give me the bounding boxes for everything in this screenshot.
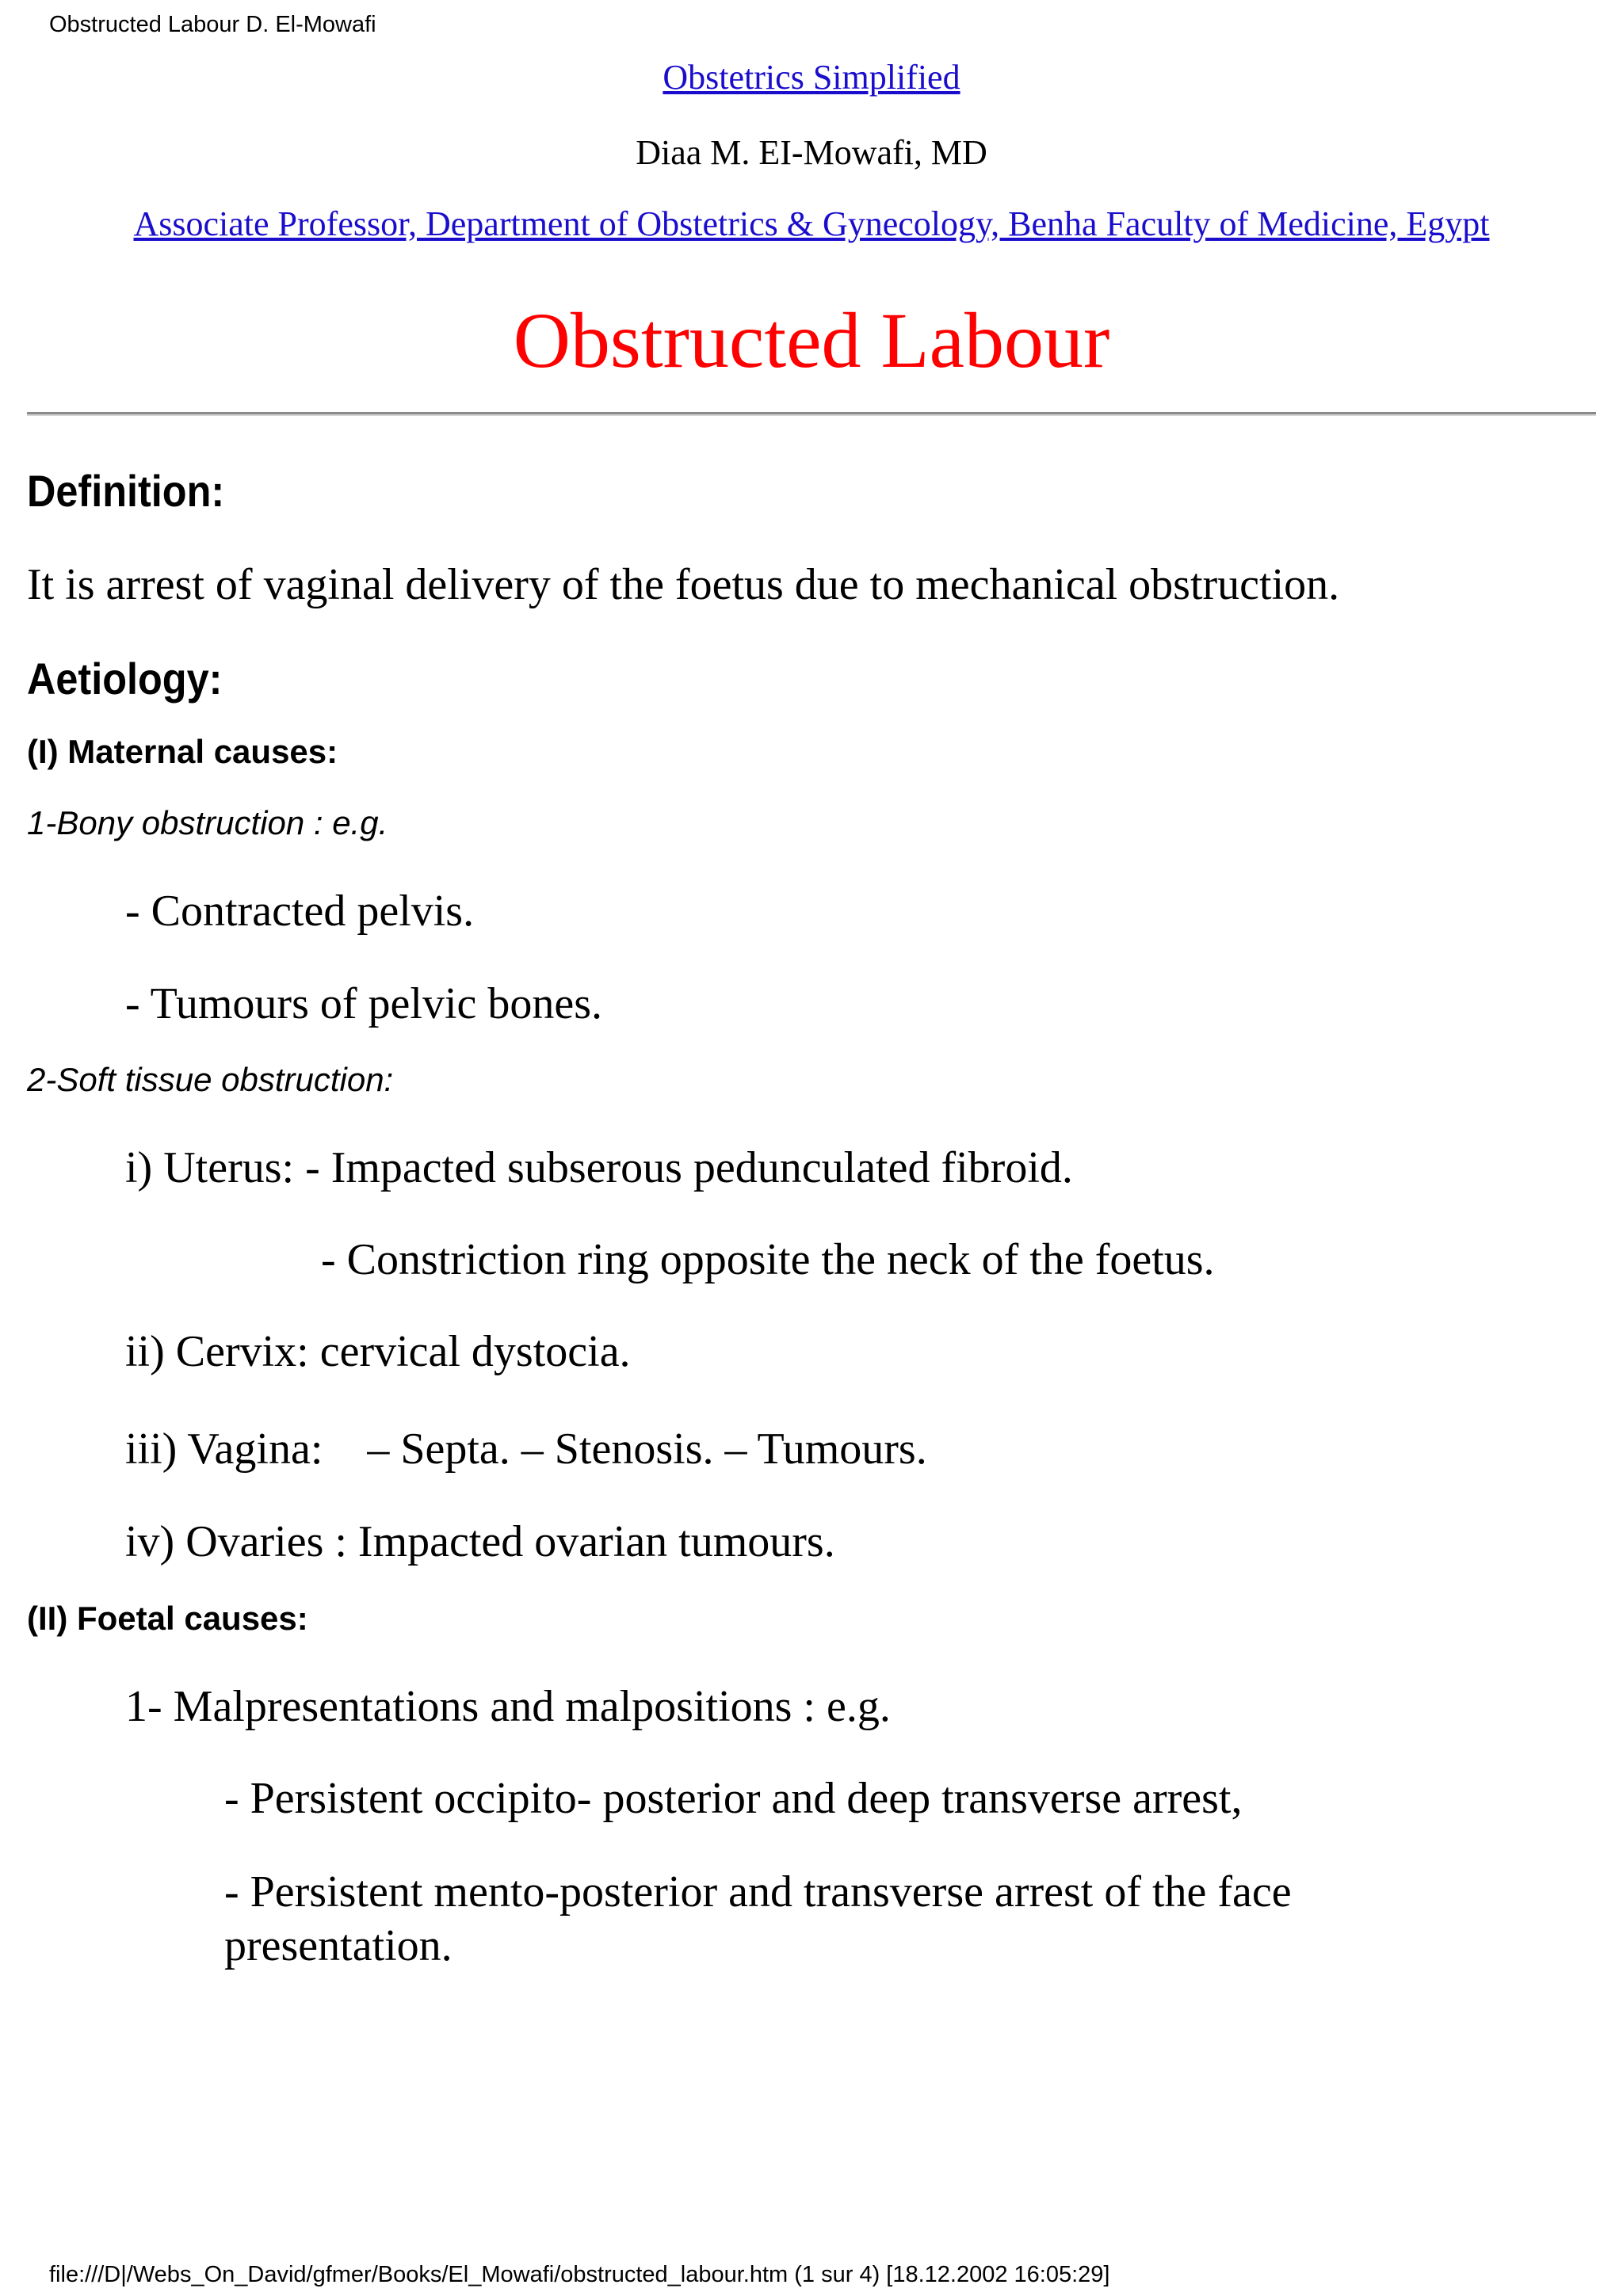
uterus-item-continued: - Constriction ring opposite the neck of the foetus. (321, 1235, 1215, 1284)
list-item: - Tumours of pelvic bones. (125, 979, 602, 1028)
definition-heading: Definition: (27, 466, 225, 516)
aetiology-heading: Aetiology: (27, 654, 223, 704)
book-link[interactable]: Obstetrics Simplified (663, 58, 960, 97)
horizontal-rule (27, 412, 1596, 416)
foetal-causes-heading: (II) Foetal causes: (27, 1600, 308, 1637)
book-link-row (0, 55, 1623, 100)
vagina-item: iii) Vagina: – Septa. – Stenosis. – Tumours. (125, 1425, 927, 1474)
print-footer: file:///D|/Webs_On_David/gfmer/Books/El_Mowafi/obstructed_labour.htm (1 sur 4) [18.12.2002 16:05:29] (49, 2262, 1110, 2287)
definition-text: It is arrest of vaginal delivery of the foetus due to mechanical obstruction. (27, 560, 1340, 609)
malpresentations-item: 1- Malpresentations and malpositions : e.g. (125, 1682, 891, 1731)
soft-tissue-label: 2-Soft tissue obstruction: (27, 1061, 394, 1098)
affiliation-row (0, 202, 1623, 246)
list-item: - Contracted pelvis. (125, 887, 475, 936)
uterus-item: i) Uterus: - Impacted subserous pedunculated fibroid. (125, 1143, 1073, 1192)
print-header: Obstructed Labour D. El-Mowafi (49, 12, 376, 37)
list-item: - Persistent mento-posterior and transverse arrest of the face presentation. (224, 1867, 1292, 1970)
author-name: Diaa M. EI-Mowafi, MD (636, 133, 987, 172)
maternal-causes-heading: (I) Maternal causes: (27, 733, 338, 770)
list-item: - Persistent occipito- posterior and deep transverse arrest, (224, 1774, 1243, 1823)
cervix-item: ii) Cervix: cervical dystocia. (125, 1327, 631, 1376)
affiliation-link[interactable]: Associate Professor, Department of Obstetrics & Gynecology, Benha Faculty of Medicine, Egypt (133, 204, 1490, 243)
bony-obstruction-label: 1-Bony obstruction : e.g. (27, 804, 388, 841)
page-title: Obstructed Labour (513, 296, 1110, 384)
ovaries-item: iv) Ovaries : Impacted ovarian tumours. (125, 1517, 835, 1566)
